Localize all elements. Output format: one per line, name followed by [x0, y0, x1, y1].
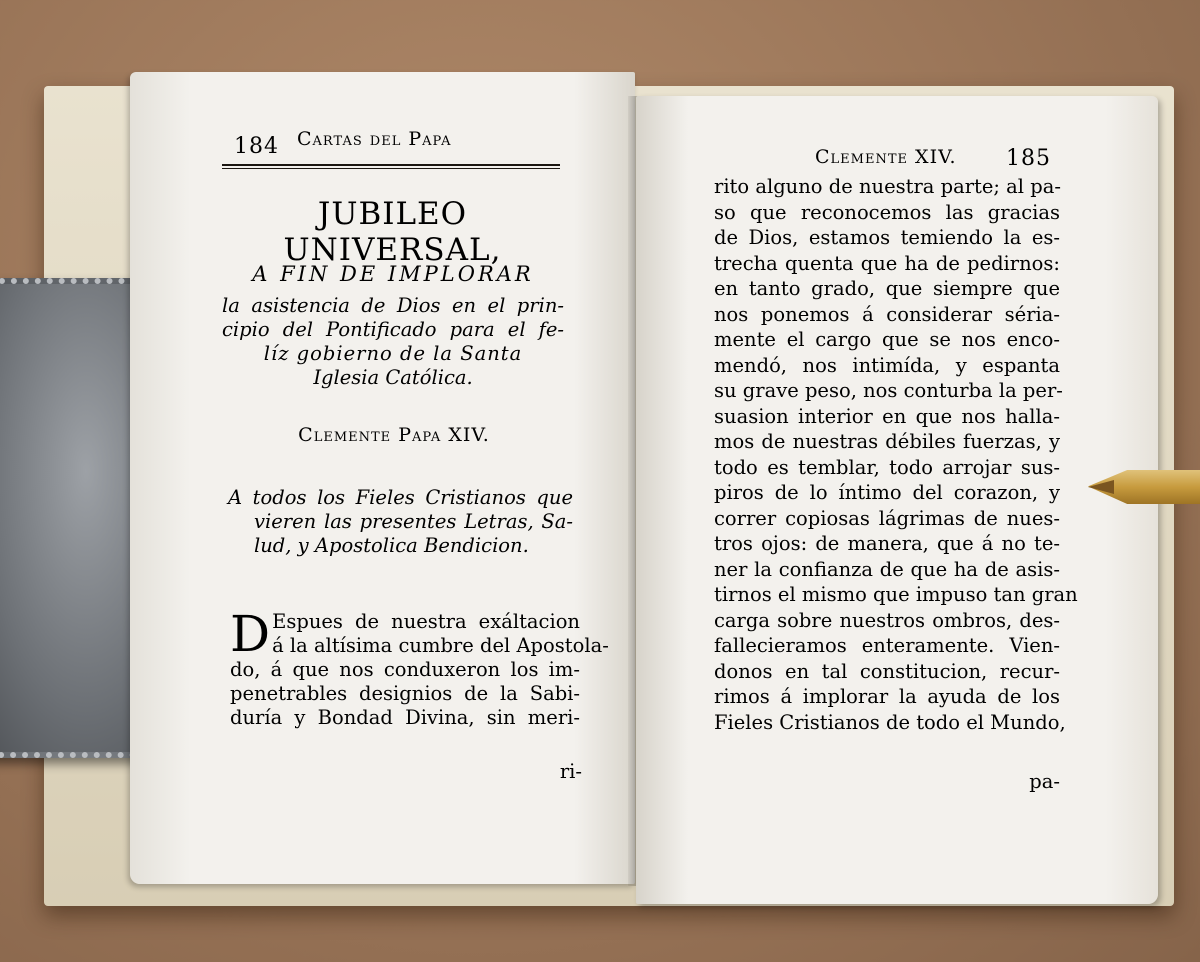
- body-line: Fieles Cristianos de todo el Mundo,: [714, 710, 1066, 734]
- body-line: rimos á implorar la ayuda de los: [714, 685, 1060, 708]
- body-line: mente el cargo que se nos enco-: [714, 328, 1060, 351]
- address-line: lud, y Apostolica Bendicion.: [254, 534, 529, 557]
- left-head-rule: [222, 164, 560, 169]
- left-running-head: Cartas del Papa: [297, 128, 452, 150]
- body-line: ner la confianza de que ha de asis-: [714, 557, 1060, 581]
- body-line: donos en tal constitucion, recur-: [714, 659, 1060, 683]
- subtitle-line: líz gobierno de la Santa: [263, 342, 523, 365]
- body-line: de Dios, estamos temiendo la es-: [714, 226, 1060, 249]
- right-page-number: 185: [1006, 146, 1051, 171]
- subtitle-line: cipio del Pontificado para el fe-: [222, 318, 564, 341]
- left-page-number: 184: [234, 134, 279, 159]
- address-line: vieren las presentes Letras, Sa-: [254, 510, 573, 533]
- body-line: correr copiosas lágrimas de nues-: [714, 506, 1060, 530]
- body-line: suasion interior en que nos halla-: [714, 404, 1060, 428]
- section-heading: Clemente Papa XIV.: [298, 424, 490, 446]
- body-line: trecha quenta que ha de pedirnos:: [714, 251, 1060, 275]
- body-line: rito alguno de nuestra parte; al pa-: [714, 175, 1061, 198]
- body-line: mos de nuestras débiles fuerzas, y: [714, 430, 1060, 453]
- body-line: mendó, nos intimída, y espanta: [714, 353, 1060, 377]
- body-line: fallecieramos enteramente. Vien-: [714, 634, 1060, 657]
- subtitle-line: la asistencia de Dios en el prin-: [222, 294, 564, 317]
- address-line: A todos los Fieles Cristianos que: [228, 486, 573, 509]
- drop-cap: D: [230, 605, 271, 663]
- right-running-head: Clemente XIV.: [815, 146, 957, 168]
- body-line: so que reconocemos las gracias: [714, 200, 1060, 224]
- body-line: duría y Bondad Divina, sin meri-: [230, 706, 580, 729]
- right-catchword: pa-: [1029, 770, 1060, 793]
- right-body-text: [714, 174, 1078, 735]
- body-line: su grave peso, nos conturba la per-: [714, 379, 1063, 402]
- left-catchword: ri-: [559, 760, 582, 783]
- body-line: todo es temblar, todo arrojar sus-: [714, 455, 1060, 479]
- body-line: nos ponemos á considerar séria-: [714, 302, 1060, 326]
- subtitle-line: Iglesia Católica.: [313, 366, 473, 389]
- body-line: tros ojos: de manera, que á no te-: [714, 532, 1060, 555]
- left-body-text: [230, 605, 609, 730]
- body-line: carga sobre nuestros ombros, des-: [714, 608, 1060, 632]
- body-line: á la altísima cumbre del Apostola-: [272, 634, 609, 657]
- body-line: en tanto grado, que siempre que: [714, 277, 1060, 300]
- body-line: Espues de nuestra exáltacion: [272, 610, 580, 633]
- body-line: piros de lo íntimo del corazon, y: [714, 481, 1060, 504]
- main-title: JUBILEO UNIVERSAL,: [283, 196, 502, 268]
- body-line: penetrables designios de la Sabi-: [230, 682, 580, 705]
- address-block: [228, 486, 573, 558]
- subtitle: A FIN DE IMPLORAR: [252, 262, 534, 286]
- subtitle-block: [222, 294, 564, 390]
- body-line: do, á que nos conduxeron los im-: [230, 658, 580, 681]
- body-line: tirnos el mismo que impuso tan gran: [714, 583, 1078, 606]
